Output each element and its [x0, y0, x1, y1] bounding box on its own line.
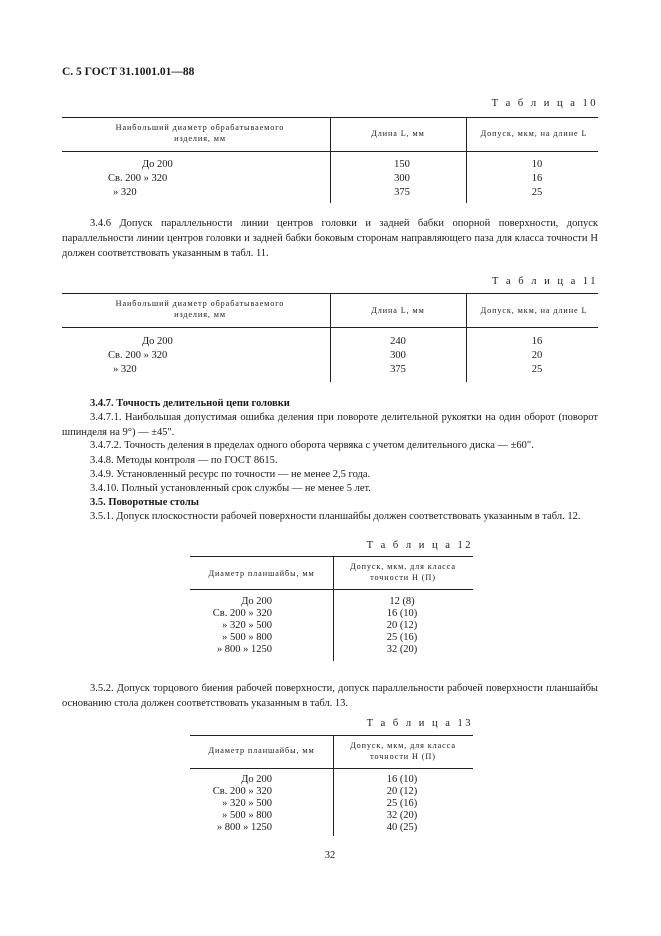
table-row-cell: Св. 200 » 320 [108, 173, 168, 184]
table-11-header-diameter: Наибольший диаметр обрабатываемого изделия, мм [115, 299, 285, 319]
page-header: С. 5 ГОСТ 31.1001.01—88 [62, 66, 195, 78]
table-12-caption: Т а б л и ц а 12 [366, 540, 473, 551]
table-11-divider [466, 293, 467, 327]
table-11-divider [466, 327, 467, 382]
table-11-header-tolerance: Допуск, мкм, на длине L [480, 306, 588, 315]
table-row-cell: 16 (10) [386, 608, 418, 619]
table-10-header-length: Длина L, мм [371, 129, 425, 138]
paragraph-3-4-7-2: 3.4.7.2. Точность деления в пределах одного оборота червяка с учетом делительного диска — ±60". [90, 440, 534, 451]
table-13-caption: Т а б л и ц а 13 [366, 718, 473, 729]
table-row-cell: 25 (16) [386, 798, 418, 809]
table-11-header-length: Длина L, мм [371, 306, 425, 315]
table-row-cell: Св. 200 » 320 [212, 786, 272, 797]
table-row-cell: 375 [394, 187, 410, 198]
table-10-divider [330, 151, 331, 203]
table-row-cell: До 200 [241, 774, 272, 785]
table-13-header-tolerance: Допуск, мкм, для класса точности Н (П) [350, 741, 456, 761]
table-row-cell: » 320 » 500 [222, 798, 272, 809]
table-row-cell: 16 [531, 173, 543, 184]
table-row-cell: » 320 [113, 364, 137, 375]
table-10-header-diameter: Наибольший диаметр обрабатываемого изделия, мм [115, 123, 285, 143]
table-11-caption: Т а б л и ц а 11 [491, 276, 598, 287]
table-11-divider [330, 293, 331, 327]
table-12-header-diameter: Диаметр планшайбы, мм [208, 569, 315, 578]
paragraph-3-4-9: 3.4.9. Установленный ресурс по точности — не менее 2,5 года. [90, 469, 371, 480]
table-row-cell: 16 [531, 336, 543, 347]
table-13-header-diameter: Диаметр планшайбы, мм [208, 746, 315, 755]
section-heading-3-4-7: 3.4.7. Точность делительной цепи головки [90, 398, 290, 409]
table-12-header-tolerance: Допуск, мкм, для класса точности Н (П) [350, 562, 456, 582]
table-row-cell: » 800 » 1250 [216, 644, 272, 655]
table-row-cell: 25 [531, 364, 543, 375]
table-row-cell: 32 (20) [386, 644, 418, 655]
table-row-cell: 16 (10) [386, 774, 418, 785]
table-10-divider [330, 117, 331, 151]
table-row-cell: 20 (12) [386, 620, 418, 631]
paragraph-3-5-1: 3.5.1. Допуск плоскостности рабочей поверхности планшайбы должен соответствовать указанным в табл. 12. [90, 511, 581, 522]
table-row-cell: 20 (12) [386, 786, 418, 797]
table-row-cell: Св. 200 » 320 [108, 350, 168, 361]
table-row-cell: » 800 » 1250 [216, 822, 272, 833]
section-heading-3-5: 3.5. Поворотные столы [90, 497, 199, 508]
page-number: 32 [324, 850, 336, 861]
table-row-cell: До 200 [241, 596, 272, 607]
table-row-cell: 25 [531, 187, 543, 198]
table-row-cell: 12 (8) [389, 596, 415, 607]
table-12-header-rule [190, 589, 473, 590]
paragraph-3-4-7-1: 3.4.7.1. Наибольшая допустимая ошибка деления при повороте делительной рукоятки на один оборот (поворот шпинделя на 9°) — ±45". [62, 412, 598, 438]
table-row-cell: 20 [531, 350, 543, 361]
table-row-cell: 40 (25) [386, 822, 418, 833]
table-row-cell: 300 [394, 173, 410, 184]
paragraph-3-4-8: 3.4.8. Методы контроля — по ГОСТ 8615. [90, 455, 278, 466]
table-row-cell: 240 [390, 336, 406, 347]
table-13-top-rule [190, 735, 473, 736]
table-13-divider [333, 768, 334, 836]
table-13-header-rule [190, 768, 473, 769]
table-row-cell: 300 [390, 350, 406, 361]
paragraph-3-4-10: 3.4.10. Полный установленный срок службы — не менее 5 лет. [90, 483, 371, 494]
table-12-divider [333, 589, 334, 661]
table-row-cell: 32 (20) [386, 810, 418, 821]
table-row-cell: » 500 » 800 [222, 632, 272, 643]
table-row-cell: До 200 [142, 159, 173, 170]
table-row-cell: » 320 [113, 187, 137, 198]
table-12-top-rule [190, 556, 473, 557]
table-10-caption: Т а б л и ц а 10 [491, 98, 598, 109]
table-row-cell: 375 [390, 364, 406, 375]
paragraph-3-4-6: 3.4.6 Допуск параллельности линии центров головки и задней бабки опорной поверхности, допуск параллельности линии центров головки и задней бабки боковым сторонам направляющего паза для класса точности Н должен соответствовать указанным в табл. 11. [62, 218, 598, 259]
table-row-cell: » 320 » 500 [222, 620, 272, 631]
table-row-cell: Св. 200 » 320 [212, 608, 272, 619]
table-row-cell: До 200 [142, 336, 173, 347]
table-row-cell: 25 (16) [386, 632, 418, 643]
table-10-divider [466, 151, 467, 203]
table-row-cell: 150 [394, 159, 410, 170]
table-12-divider [333, 556, 334, 589]
table-11-divider [330, 327, 331, 382]
paragraph-3-5-2: 3.5.2. Допуск торцового биения рабочей поверхности, допуск параллельности рабочей поверхности планшайбы основанию стола должен соответствовать указанным в табл. 13. [62, 683, 598, 709]
table-13-divider [333, 735, 334, 768]
table-row-cell: » 500 » 800 [222, 810, 272, 821]
table-row-cell: 10 [531, 159, 543, 170]
table-10-header-tolerance: Допуск, мкм, на длине L [480, 129, 588, 138]
table-10-divider [466, 117, 467, 151]
